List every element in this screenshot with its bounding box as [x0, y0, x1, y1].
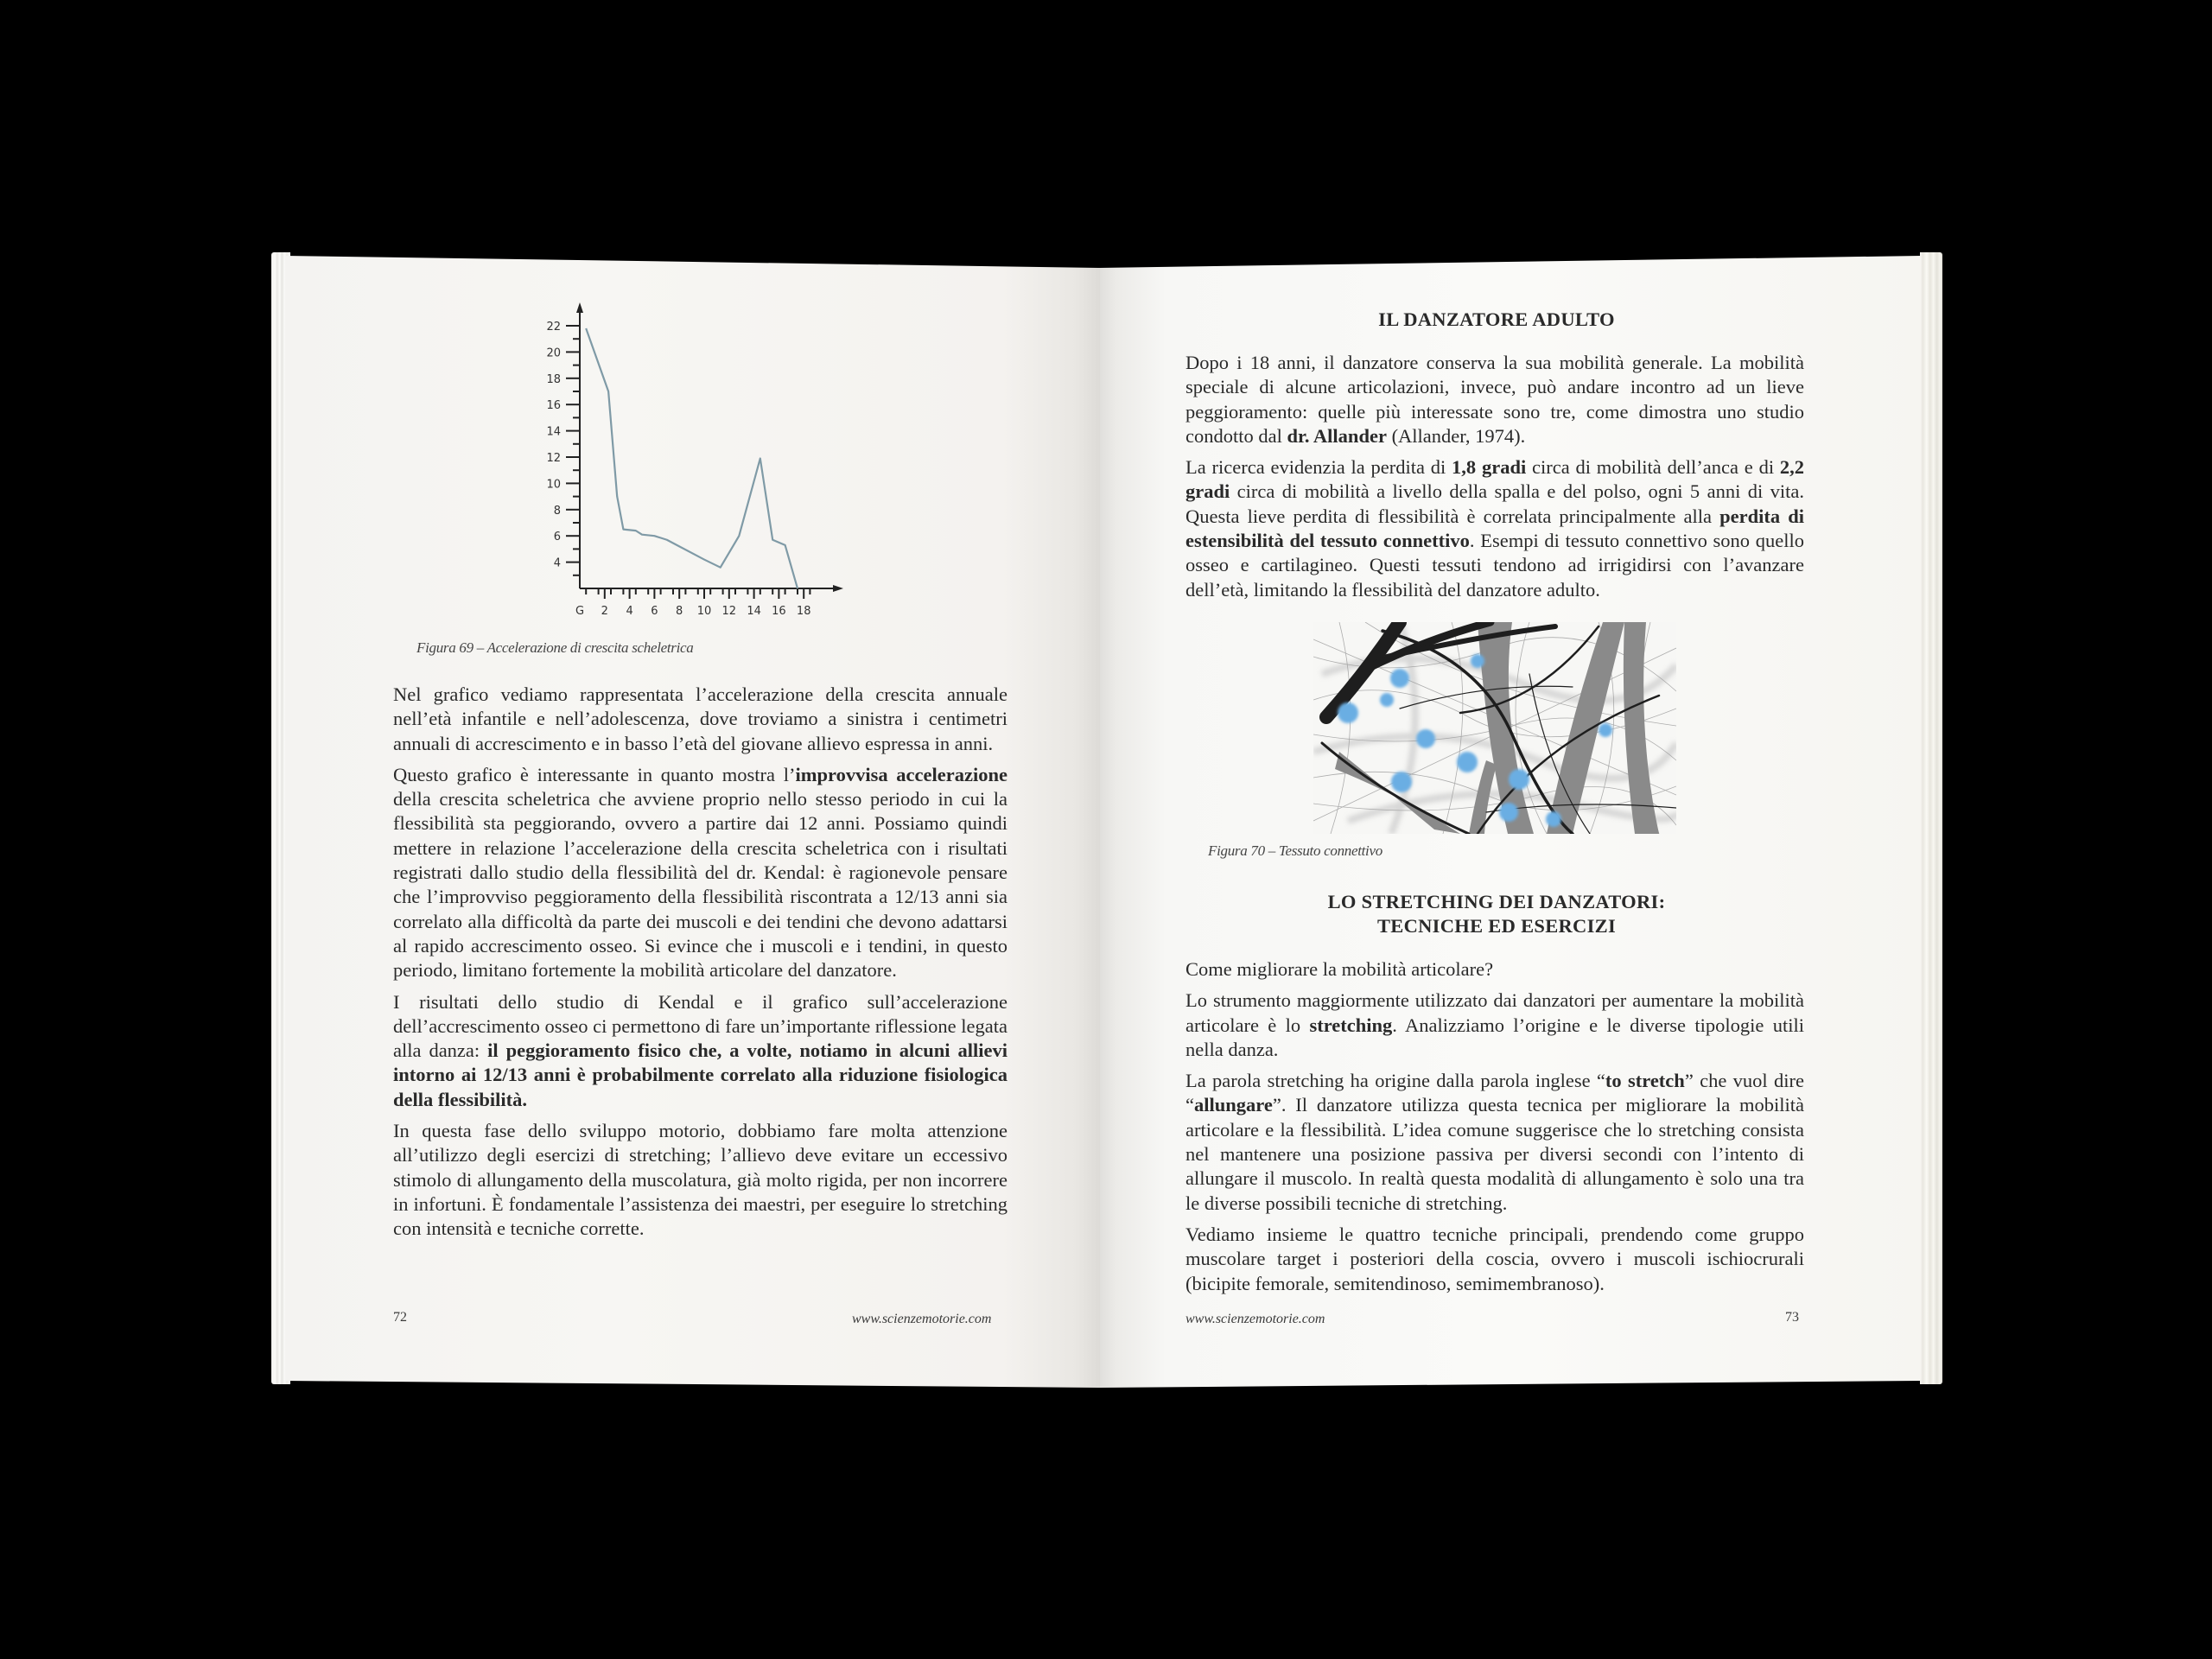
- svg-text:18: 18: [796, 605, 811, 618]
- svg-text:6: 6: [553, 531, 561, 544]
- footer-url-left: www.scienzemotorie.com: [852, 1312, 992, 1326]
- paragraph: Vediamo insieme le quattro tecniche principali, prendendo come gruppo muscolare target i posteriori della coscia, ovvero i muscoli ischiocrurali (bicipite femorale, semitendinoso, semimembranoso).: [1185, 1223, 1804, 1294]
- paragraph: La ricerca evidenzia la perdita di 1,8 gradi circa di mobilità dell’anca e di 2,2 gradi circa di mobilità a livello della spalla e del polso, ogni 5 anni di vita. Questa lieve perdita di flessibilità è correlata principalmente alla perdita di estensibilità del tessuto connettivo. Esempi di tessuto connettivo sono quello osseo e cartilagineo. Questi tessuti tendono ad irrigidirsi con l’avanzare dell’età, limitando la flessibilità del danzatore adulto.: [1185, 456, 1804, 601]
- svg-text:G: G: [575, 605, 585, 618]
- svg-text:14: 14: [546, 425, 561, 439]
- section-heading-stretching-line-1: LO STRETCHING DEI DANZATORI:: [1327, 891, 1666, 912]
- paragraph: Questo grafico è interessante in quanto mostra l’improvvisa accelerazione della crescita scheletrica che avviene proprio nello stesso periodo in cui la flessibilità sta peggiorando, ovvero a partire dai 12 anni. Possiamo quindi mettere in relazione l’accelerazione della crescita scheletrica con i risultati registrati dallo studio della flessibilità del dr. Kendal: è ragionevole pensare che l’improvviso peggioramento della flessibilità riscontrata a 12/13 anni sia correlato alla difficoltà da parte dei muscoli e dei tendini che devono adattarsi al rapido accrescimento osseo. Si evince che i muscoli e i tendini, in questo periodo, limitano fortemente la mobilità articolare del danzatore.: [393, 763, 1007, 982]
- section-heading-stretching-line-2: TECNICHE ED ESERCIZI: [1376, 915, 1617, 937]
- svg-text:10: 10: [546, 478, 561, 492]
- figure-69-caption: Figura 69 – Accelerazione di crescita scheletrica: [416, 639, 694, 656]
- svg-text:10: 10: [696, 605, 712, 618]
- svg-text:16: 16: [772, 605, 786, 618]
- figure-70-caption: Figura 70 – Tessuto connettivo: [1208, 842, 1382, 859]
- svg-text:12: 12: [546, 452, 561, 465]
- paragraph: Dopo i 18 anni, il danzatore conserva la sua mobilità generale. La mobilità speciale di alcune articolazioni, invece, può andare incontro ad un lieve peggioramento: quelle più interessate sono tre, come dimostra uno studio condotto dal dr. Allander (Allander, 1974).: [1185, 352, 1804, 447]
- paragraph: I risultati dello studio di Kendal e il grafico sull’accelerazione dell’accrescimento osseo ci permettono di fare un’importante riflessione legata alla danza: il peggioramento fisico che, a volte, notiamo in alcuni allievi intorno ai 12/13 anni è probabilmente correlato alla riduzione fisiologica della flessibilità.: [393, 990, 1008, 1110]
- page-number-left: 72: [393, 1310, 407, 1325]
- svg-text:8: 8: [676, 605, 683, 618]
- svg-text:16: 16: [546, 399, 561, 413]
- paragraph: Lo strumento maggiormente utilizzato dai danzatori per aumentare la mobilità articolare è lo stretching. Analizziamo l’origine e le diverse tipologie utili nella danza.: [1185, 989, 1804, 1060]
- svg-text:12: 12: [721, 605, 737, 618]
- growth-acceleration-chart: [518, 294, 864, 639]
- svg-text:14: 14: [747, 605, 761, 618]
- footer-url-right: www.scienzemotorie.com: [1185, 1312, 1325, 1326]
- svg-text:22: 22: [546, 321, 561, 334]
- svg-text:20: 20: [546, 346, 561, 360]
- paragraph: Nel grafico vediamo rappresentata l’accelerazione della crescita annuale nell’età infantile e nell’adolescenza, dove troviamo a sinistra i centimetri annuali di accrescimento e in basso l’età del giovane allievo espressa in anni.: [393, 683, 1007, 754]
- section-heading-adult-dancer: IL DANZATORE ADULTO: [1378, 308, 1615, 330]
- right-page-body-1: [1185, 351, 1804, 609]
- paragraph: In questa fase dello sviluppo motorio, dobbiamo fare molta attenzione all’utilizzo degli esercizi di stretching; l’allievo deve evitare un eccessivo stimolo di allungamento della muscolatura, già molto rigida, per non incorrere in infortuni. È fondamentale l’assistenza dei maestri, per eseguire lo stretching con intensità e tecniche corrette.: [393, 1120, 1007, 1240]
- svg-text:4: 4: [553, 556, 561, 570]
- svg-text:4: 4: [626, 605, 633, 618]
- svg-text:6: 6: [651, 605, 658, 618]
- page-stack-edge-right: [1920, 252, 1942, 1384]
- left-page-body: [393, 683, 1007, 1249]
- svg-text:8: 8: [553, 504, 561, 518]
- paragraph: La parola stretching ha origine dalla parola inglese “to stretch” che vuol dire “allungare”. Il danzatore utilizza questa tecnica per migliorare la mobilità articolare e la flessibilità. L’idea comune suggerisce che lo stretching consista nel mantenere una posizione passiva per diversi secondi con l’intento di allungare il muscolo. In realtà questa modalità di allungamento è solo una tra le diverse possibili tecniche di stretching.: [1185, 1070, 1804, 1214]
- section-heading-stretching: [1185, 890, 1808, 938]
- right-page-body-2: [1185, 957, 1804, 1303]
- paragraph: Come migliorare la mobilità articolare?: [1185, 958, 1494, 980]
- svg-text:18: 18: [546, 372, 561, 386]
- svg-text:2: 2: [601, 605, 608, 618]
- page-number-right: 73: [1785, 1310, 1799, 1325]
- connective-tissue-illustration: [1313, 622, 1676, 834]
